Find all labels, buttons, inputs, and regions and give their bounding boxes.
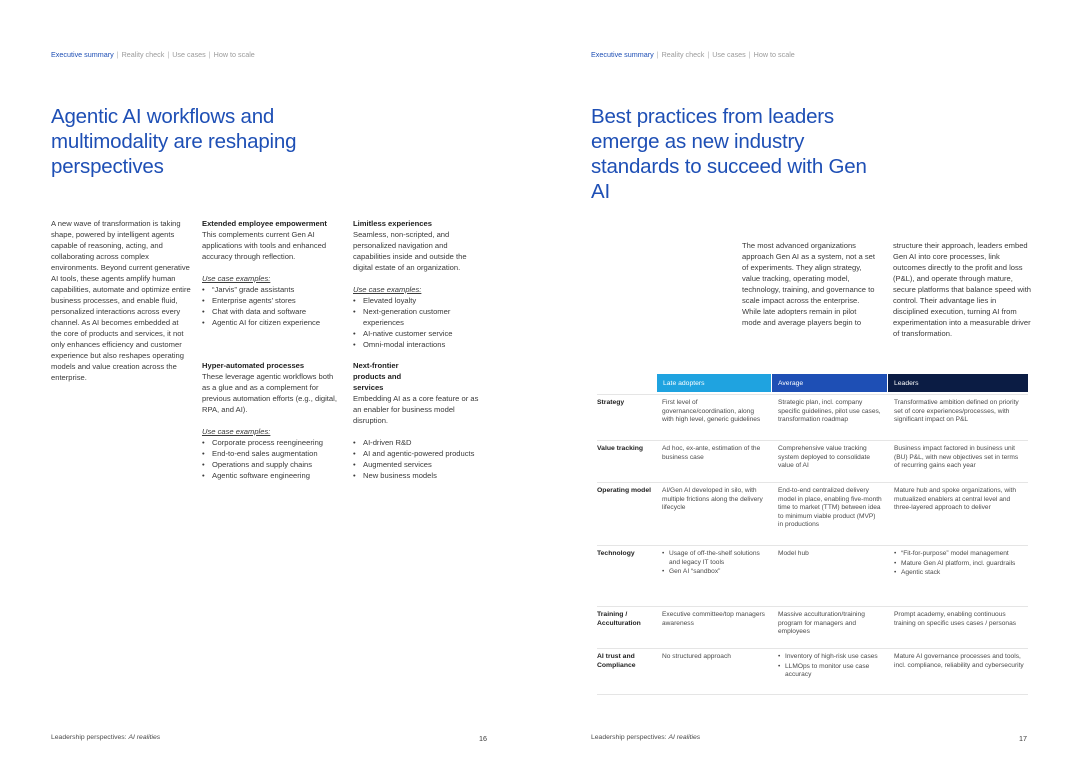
examples-list: [202, 437, 342, 481]
row-label: Value tracking: [597, 445, 644, 452]
row-label: Training / Acculturation: [597, 611, 641, 627]
cell-late: Ad hoc, ex-ante, estimation of the business case: [662, 445, 761, 461]
page-title: Best practices from leaders emerge as new industry standards to succeed with Gen AI: [591, 105, 867, 203]
nav-separator: |: [116, 50, 119, 59]
section-nav: [51, 50, 255, 59]
cell-leaders: Mature hub and spoke organizations, with mutualized enablers at central level and three-layered approach to deliver: [894, 487, 1017, 512]
table-row: [597, 394, 1028, 439]
nav-reality-check[interactable]: Reality check: [121, 50, 165, 59]
section-hyper-automated: [202, 360, 342, 481]
examples-label: Use case examples:: [202, 427, 271, 436]
cell-list: [662, 550, 766, 577]
table-row: [597, 545, 1028, 607]
list-item: • Agentic stack: [894, 569, 1024, 578]
cell-average: Massive acculturation/training program for managers and employees: [778, 611, 865, 636]
nav-how-to-scale[interactable]: How to scale: [753, 50, 795, 59]
list-item: • Agentic software engineering: [202, 470, 342, 481]
examples-list: [353, 437, 488, 481]
list-item: • Gen AI “sandbox”: [662, 568, 766, 577]
row-label: Technology: [597, 550, 635, 557]
examples-list: [202, 284, 342, 328]
nav-separator: |: [748, 50, 751, 59]
intro-paragraph: A new wave of transformation is taking shape, powered by intelligent agents capable of reasoning, acting, and collaborating across complex environments. Beyond current generative AI tools, these agents amplify human capabilities, automate and optimize entire business processes, and enable fluid, personalized interactions across every channel. As AI becomes embedded at the core of products and services, it not only enhances efficiency and customer experience but also reshapes operating models and value creation across the enterprise.: [51, 219, 191, 382]
row-label: AI trust and Compliance: [597, 653, 636, 669]
list-item: • Augmented services: [353, 459, 488, 470]
list-item: • Operations and supply chains: [202, 459, 342, 470]
nav-executive-summary[interactable]: Executive summary: [51, 50, 114, 59]
examples-label: Use case examples:: [353, 285, 422, 294]
nav-executive-summary[interactable]: Executive summary: [591, 50, 654, 59]
column-header-leaders: Leaders: [888, 374, 1028, 392]
section-nav: [591, 50, 795, 59]
section-limitless-experiences: [353, 218, 483, 350]
cell-leaders: [894, 550, 1024, 579]
right-page: [540, 0, 1080, 764]
section-text: This complements current Gen AI applications with tools and enhanced accuracy through reflection.: [202, 230, 327, 261]
list-item: • Mature Gen AI platform, incl. guardrails: [894, 560, 1024, 569]
table-row: [597, 440, 1028, 481]
row-label: Operating model: [597, 487, 652, 494]
cell-average: Comprehensive value tracking system deployed to consolidate value of AI: [778, 445, 871, 470]
table-row: [597, 482, 1028, 544]
list-item: • “Jarvis” grade assistants: [202, 284, 342, 295]
column-header-late-adopters: Late adopters: [657, 374, 771, 392]
examples-list: [353, 295, 483, 350]
cell-average: Model hub: [778, 550, 809, 557]
footer-italic: AI realities: [128, 734, 161, 741]
cell-list: [894, 550, 1024, 578]
list-item: • AI-native customer service: [353, 328, 483, 339]
footer-prefix: Leadership perspectives:: [591, 734, 669, 741]
list-item: • Inventory of high-risk use cases: [778, 653, 882, 662]
list-item: • Elevated loyalty: [353, 295, 483, 306]
list-item: • Agentic AI for citizen experience: [202, 317, 342, 328]
column-header-average: Average: [772, 374, 887, 392]
nav-reality-check[interactable]: Reality check: [661, 50, 705, 59]
cell-late: First level of governance/coordination, along with high level, generic guidelines: [662, 399, 761, 424]
cell-list: [778, 653, 882, 680]
list-item: • Chat with data and software: [202, 306, 342, 317]
nav-use-cases[interactable]: Use cases: [712, 50, 746, 59]
table-row: [597, 648, 1028, 694]
section-text: These leverage agentic workflows both as a glue and as a complement for previous automation efforts (e.g., digital, RPA, and AI).: [202, 372, 337, 414]
list-item: • Omni-modal interactions: [353, 339, 483, 350]
section-heading: Next-frontier products and services: [353, 361, 402, 392]
section-heading: Hyper-automated processes: [202, 361, 305, 370]
cell-late: No structured approach: [662, 653, 731, 660]
cell-average: [778, 653, 882, 681]
cell-average: End-to-end centralized delivery model in place, enabling five-month time to market (TTM) between idea to minimum viable product (MVP) in productions: [778, 487, 882, 529]
intro-paragraph-col2: structure their approach, leaders embed Gen AI into core processes, link outcomes directly to the profit and loss (P&L), and operate through mature, secure platforms that balance speed with control. Their advantage lies in disciplined execution, turning AI from experimentation into a measurable driver of transformation.: [893, 241, 1032, 338]
footer: [51, 734, 160, 741]
row-label: Strategy: [597, 399, 625, 406]
section-employee-empowerment: [202, 218, 342, 328]
cell-leaders: Business impact factored in business unit (BU) P&L, with new objectives set in terms of recurring gains each year: [894, 445, 1019, 470]
footer-prefix: Leadership perspectives:: [51, 734, 129, 741]
list-item: • Usage of off-the-shelf solutions and legacy IT tools: [662, 550, 766, 567]
list-item: • End-to-end sales augmentation: [202, 448, 342, 459]
section-text: Embedding AI as a core feature or as an enabler for business model disruption.: [353, 394, 479, 425]
page-number: 17: [1019, 734, 1027, 743]
table-row: [597, 606, 1028, 648]
list-item: • New business models: [353, 470, 488, 481]
nav-separator: |: [167, 50, 170, 59]
list-item: • AI and agentic-powered products: [353, 448, 488, 459]
list-item: • “Fit-for-purpose” model management: [894, 550, 1024, 559]
page-title: Agentic AI workflows and multimodality are reshaping perspectives: [51, 105, 297, 178]
cell-leaders: Transformative ambition defined on priority set of core experiences/processes, with significant impact on P&L: [894, 399, 1019, 424]
section-heading: Limitless experiences: [353, 219, 432, 228]
nav-separator: |: [208, 50, 211, 59]
table-bottom-rule: [597, 694, 1028, 695]
intro-paragraph-col1: The most advanced organizations approach Gen AI as a system, not a set of experiments. They align strategy, value tracking, operating model, technology, training, and governance to scale impact across the enterprise. While late adopters remain in pilot mode and average players begin to: [742, 241, 875, 327]
list-item: • Enterprise agents’ stores: [202, 295, 342, 306]
cell-late: Executive committee/top managers awareness: [662, 611, 765, 627]
cell-late: AI/Gen AI developed in silo, with multiple frictions along the delivery lifecycle: [662, 487, 763, 512]
nav-use-cases[interactable]: Use cases: [172, 50, 206, 59]
list-item: • Corporate process reengineering: [202, 437, 342, 448]
cell-late: [662, 550, 766, 578]
nav-separator: |: [656, 50, 659, 59]
section-text: Seamless, non-scripted, and personalized navigation and capabilities inside and outside the digital estate of an organization.: [353, 230, 467, 272]
footer-italic: AI realities: [668, 734, 701, 741]
cell-average: Strategic plan, incl. company specific guidelines, pilot use cases, transformation roadmap: [778, 399, 881, 424]
footer: [591, 734, 700, 741]
nav-how-to-scale[interactable]: How to scale: [213, 50, 255, 59]
list-item: • AI-driven R&D: [353, 437, 488, 448]
examples-label: Use case examples:: [202, 274, 271, 283]
nav-separator: |: [707, 50, 710, 59]
list-item: • LLMOps to monitor use case accuracy: [778, 663, 882, 680]
spacer: [353, 426, 488, 437]
cell-leaders: Prompt academy, enabling continuous training on specific uses cases / personas: [894, 611, 1017, 627]
page-number: 16: [479, 734, 487, 743]
section-next-frontier: [353, 360, 488, 481]
list-item: • Next-generation customer experiences: [353, 306, 483, 328]
section-heading: Extended employee empowerment: [202, 219, 327, 228]
cell-leaders: Mature AI governance processes and tools, incl. compliance, reliability and cybersecurity: [894, 653, 1024, 669]
